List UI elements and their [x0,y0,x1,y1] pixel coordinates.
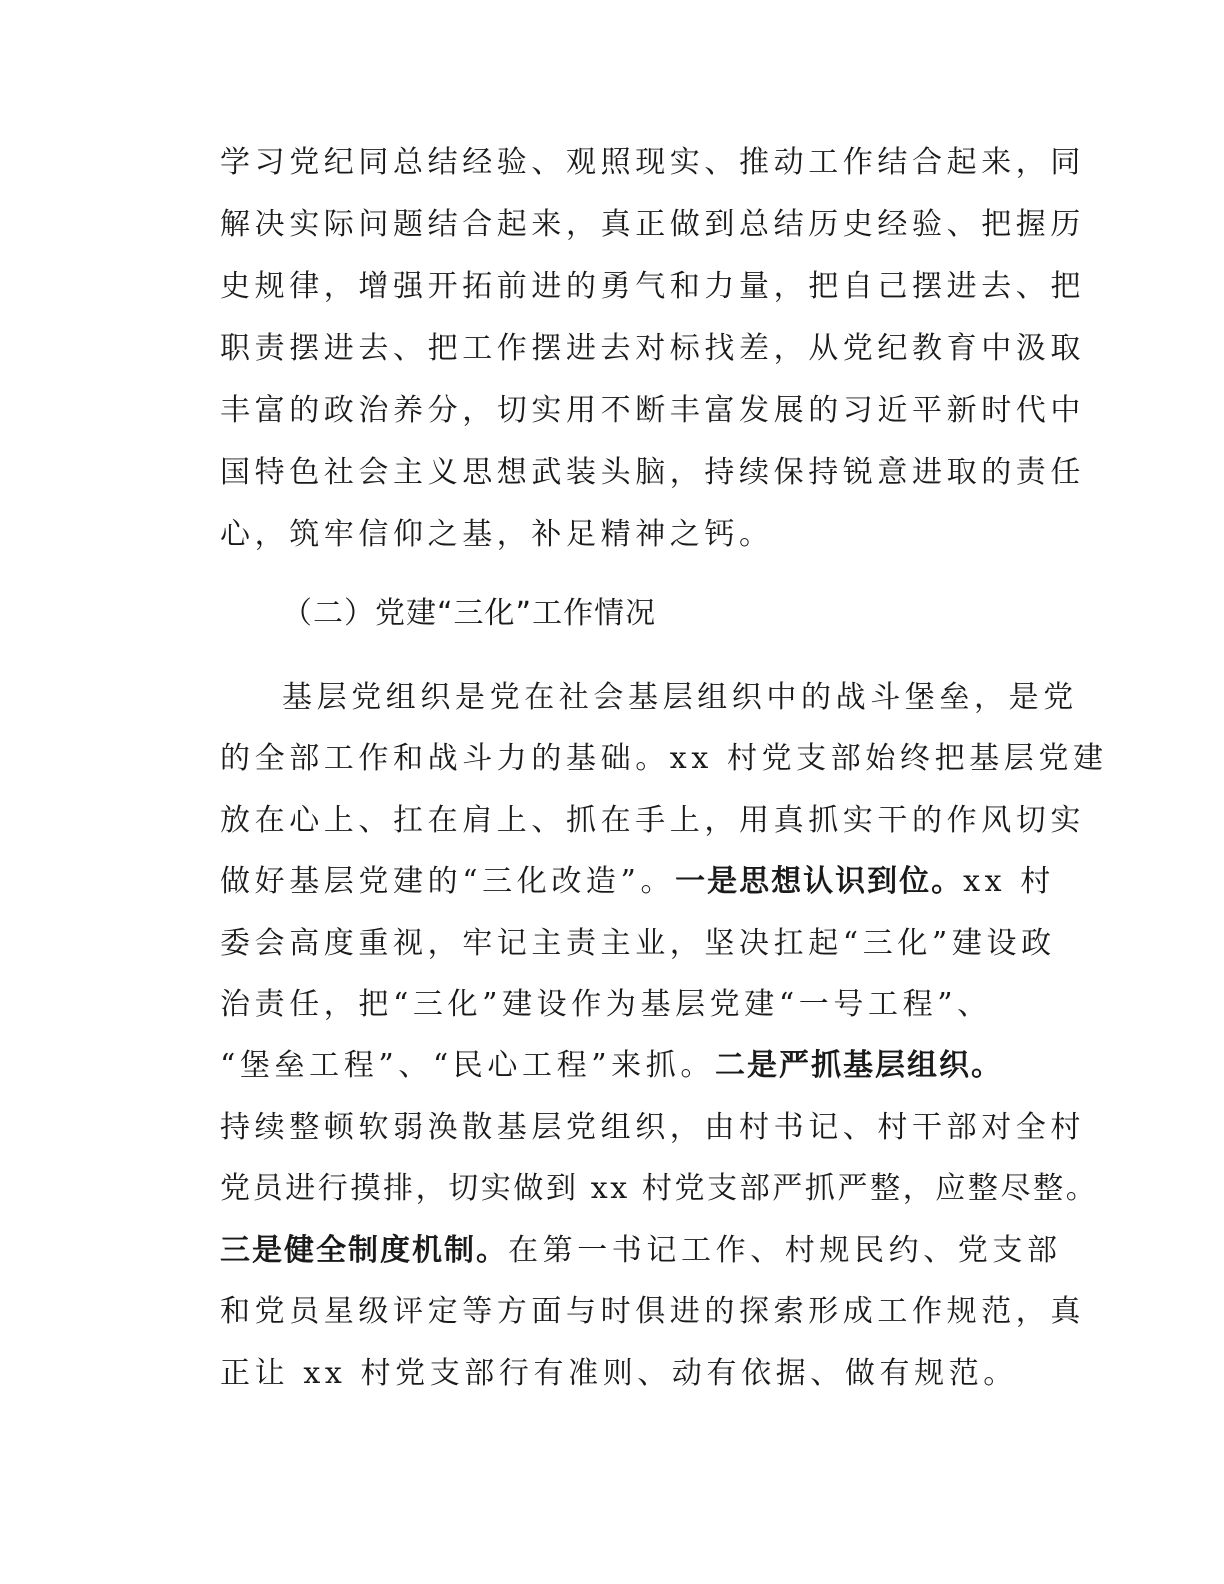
paragraph2-line [220,1231,1062,1271]
paragraph2-line: 放在心上、扛在肩上、抓在手上，用真抓实干的作风切实 [220,803,1085,838]
paragraph2-text: “堡垒工程”、“民心工程”来抓。 [220,1048,715,1083]
paragraph2-line [220,1046,1003,1086]
point-two-heading: 二是严抓基层组织。 [714,1048,1003,1083]
paragraph2-line: 治责任，把“三化”建设作为基层党建“一号工程”、 [220,987,992,1022]
point-one-heading: 一是思想认识到位。 [675,864,964,899]
paragraph2-line: 基层党组织是党在社会基层组织中的战斗堡垒，是党 [282,680,1078,715]
paragraph2-line: 和党员星级评定等方面与时俱进的探索形成工作规范，真 [220,1294,1085,1329]
paragraph2-line: 正让 xx 村党支部行有准则、动有依据、做有规范。 [220,1356,1018,1391]
paragraph1-line: 职责摆进去、把工作摆进去对标找差，从党纪教育中汲取 [220,331,1085,366]
paragraph1-line: 丰富的政治养分，切实用不断丰富发展的习近平新时代中 [220,393,1085,428]
point-three-heading: 三是健全制度机制。 [220,1233,508,1268]
section-heading: （二）党建“三化”工作情况 [282,596,657,631]
paragraph2-line [220,862,1055,902]
paragraph2-line: 的全部工作和战斗力的基础。xx 村党支部始终把基层党建 [220,741,1108,776]
paragraph1-line: 史规律，增强开拓前进的勇气和力量，把自己摆进去、把 [220,269,1085,304]
paragraph2-line: 持续整顿软弱涣散基层党组织，由村书记、村干部对全村 [220,1110,1085,1145]
paragraph1-line: 心，筑牢信仰之基，补足精神之钙。 [220,517,774,552]
paragraph2-line: 党员进行摸排，切实做到 xx 村党支部严抓严整，应整尽整。 [220,1171,1099,1206]
paragraph2-text: 在第一书记工作、村规民约、党支部 [508,1233,1062,1268]
paragraph2-line: 委会高度重视，牢记主责主业，坚决扛起“三化”建设政 [220,926,1056,961]
paragraph1-line: 国特色社会主义思想武装头脑，持续保持锐意进取的责任 [220,455,1085,490]
paragraph1-line: 学习党纪同总结经验、观照现实、推动工作结合起来，同 [220,145,1085,180]
paragraph1-line: 解决实际问题结合起来，真正做到总结历史经验、把握历 [220,207,1085,242]
paragraph2-text: 做好基层党建的“三化改造”。 [220,864,676,899]
paragraph2-text: xx 村 [963,864,1055,899]
